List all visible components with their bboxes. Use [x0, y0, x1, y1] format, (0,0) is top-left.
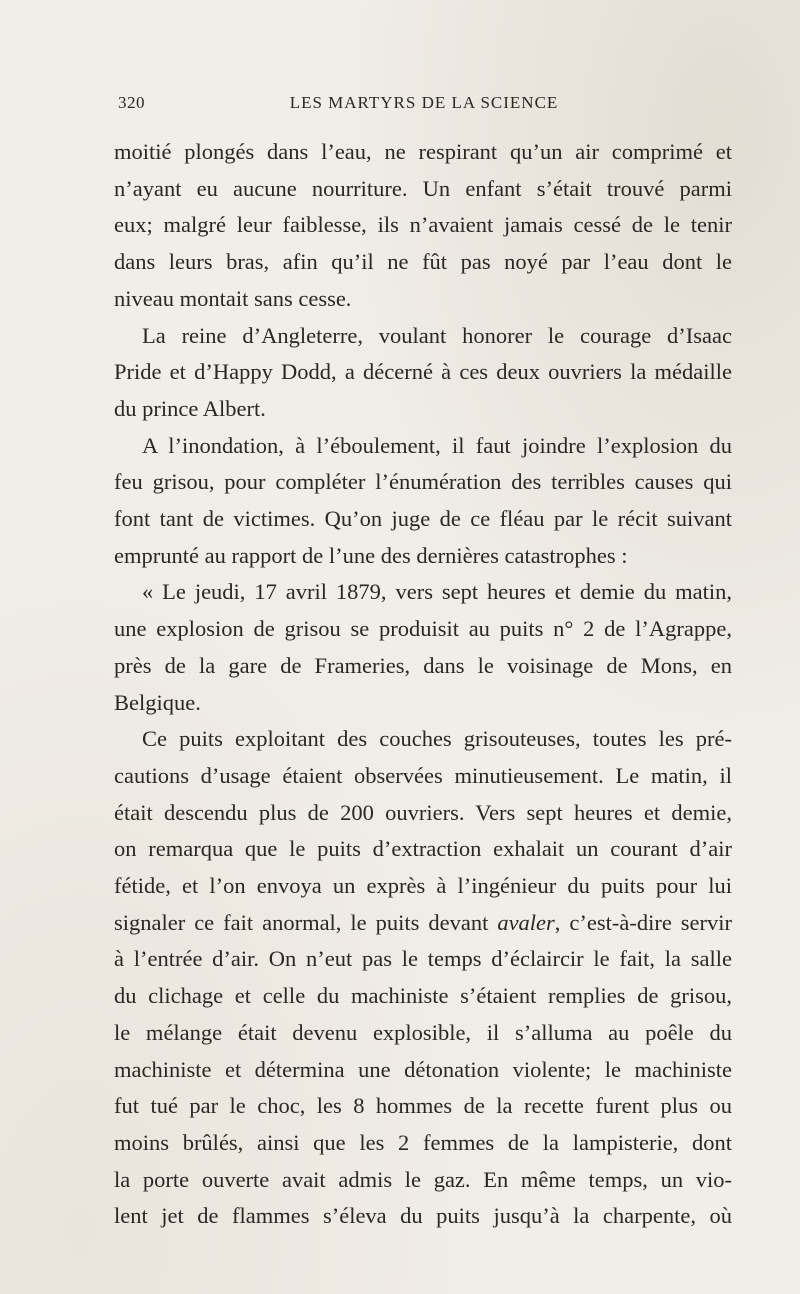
text-line: à l’entrée d’air. On n’eut pas le temps d’éclaircir le fait, la salle — [114, 946, 732, 972]
text-line: Belgique. — [114, 689, 201, 715]
text-line: emprunté au rapport de l’une des dernières catastrophes : — [114, 542, 628, 568]
text-line: « Le jeudi, 17 avril 1879, vers sept heures et demie du matin, — [142, 579, 732, 605]
text-line: près de la gare de Frameries, dans le voisinage de Mons, en — [114, 652, 732, 678]
text-line: une explosion de grisou se produisit au puits n° 2 de l’Agrappe, — [114, 616, 732, 642]
text-line: du clichage et celle du machiniste s’étaient remplies de grisou, — [114, 983, 732, 1009]
text-line: dans leurs bras, afin qu’il ne fût pas noyé par l’eau dont le — [114, 249, 732, 275]
text-line: le mélange était devenu explosible, il s’alluma au poêle du — [114, 1019, 732, 1045]
running-head — [118, 93, 730, 119]
text-line: font tant de victimes. Qu’on juge de ce fléau par le récit suivant — [114, 506, 732, 532]
text-line: fétide, et l’on envoya un exprès à l’ingénieur du puits pour lui — [114, 873, 732, 899]
text-line: feu grisou, pour compléter l’énumération des terribles causes qui — [114, 469, 732, 495]
text-line: on remarqua que le puits d’extraction exhalait un courant d’air — [114, 836, 732, 862]
text-line: cautions d’usage étaient observées minutieusement. Le matin, il — [114, 762, 732, 788]
text-line: eux; malgré leur faiblesse, ils n’avaient jamais cessé de le tenir — [114, 212, 732, 238]
italic-word: avaler — [497, 909, 555, 935]
body-text — [114, 134, 732, 1235]
text-line: Pride et d’Happy Dodd, a décerné à ces deux ouvriers la médaille — [114, 359, 732, 385]
text-fragment: , c’est-à-dire servir — [554, 909, 733, 935]
text-line: A l’inondation, à l’éboulement, il faut joindre l’explosion du — [142, 432, 732, 458]
text-line — [114, 905, 732, 942]
text-line: était descendu plus de 200 ouvriers. Vers sept heures et demie, — [114, 799, 732, 825]
text-line: la porte ouverte avait admis le gaz. En même temps, un vio- — [114, 1166, 732, 1192]
text-line: lent jet de flammes s’éleva du puits jusqu’à la charpente, où — [114, 1203, 732, 1229]
text-fragment: signaler ce fait anormal, le puits devant — [114, 909, 489, 935]
text-line: Ce puits exploitant des couches grisouteuses, toutes les pré- — [142, 726, 732, 752]
page-number: 320 — [118, 93, 145, 112]
text-line: fut tué par le choc, les 8 hommes de la recette furent plus ou — [114, 1093, 732, 1119]
text-line: La reine d’Angleterre, voulant honorer le courage d’Isaac — [142, 322, 732, 348]
text-line: du prince Albert. — [114, 395, 266, 421]
text-line: machiniste et détermina une détonation violente; le machiniste — [114, 1056, 732, 1082]
text-line: moitié plongés dans l’eau, ne respirant qu’un air comprimé et — [114, 139, 732, 164]
text-line: niveau montait sans cesse. — [114, 285, 352, 311]
text-line: moins brûlés, ainsi que les 2 femmes de la lampisterie, dont — [114, 1129, 732, 1155]
text-line: n’ayant eu aucune nourriture. Un enfant s’était trouvé parmi — [114, 175, 732, 201]
running-title: LES MARTYRS DE LA SCIENCE — [289, 93, 559, 112]
